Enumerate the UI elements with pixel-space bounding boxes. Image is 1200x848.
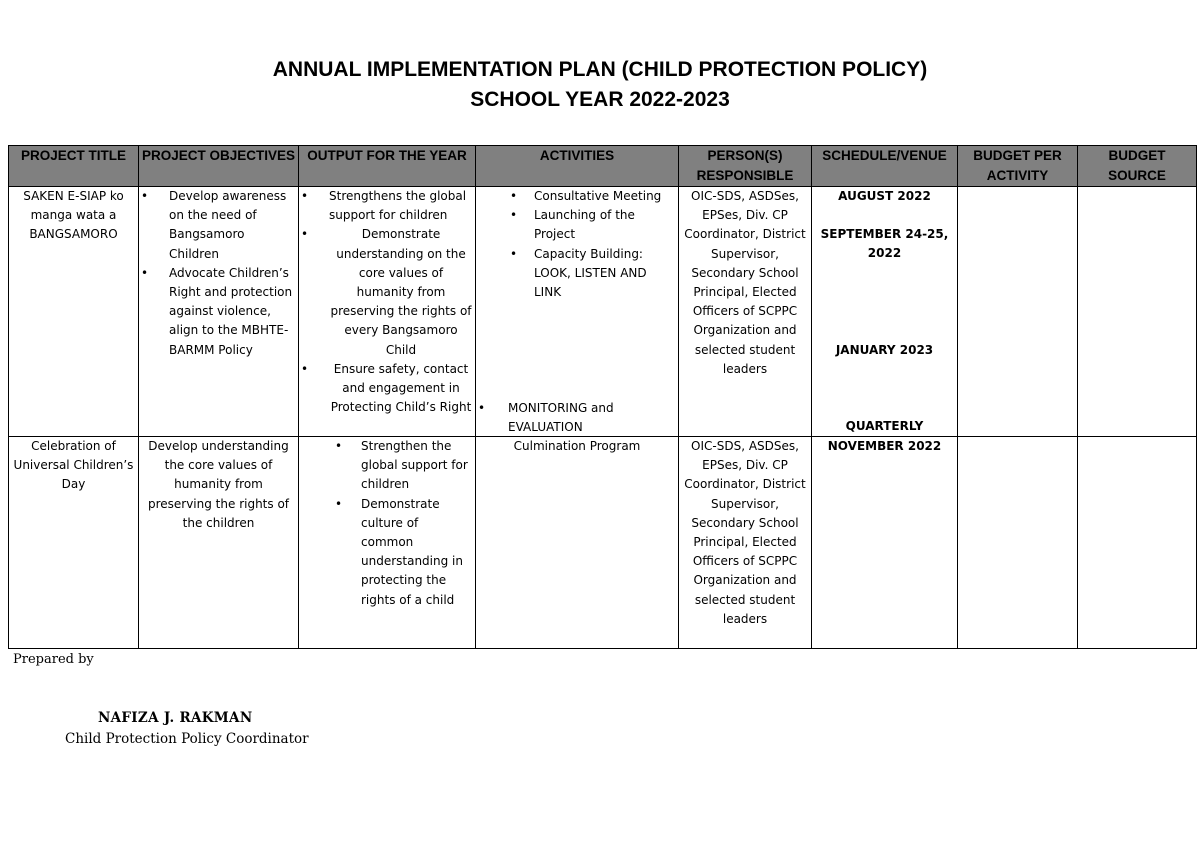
cell-objectives: Develop understanding the core values of humanity from preserving the rights of the children (139, 437, 299, 649)
cell-outputs (299, 187, 476, 437)
schedule-item: JANUARY 2023 (835, 343, 934, 357)
activity-item: • Consultative Meeting (478, 187, 676, 206)
table-header-row (9, 146, 1197, 187)
document-subtitle: SCHOOL YEAR 2022-2023 (470, 88, 730, 111)
activity-item: • Launching of the Project (478, 206, 676, 244)
output-item: • Ensure safety, contact and engagement in Protecting Child’s Right (301, 360, 473, 418)
cell-project-title: Celebration of Universal Children’s Day (9, 437, 139, 649)
header-project-objectives: PROJECT OBJECTIVES (139, 146, 299, 187)
schedule-item: QUARTERLY (845, 419, 924, 433)
prepared-by-label: Prepared by (13, 652, 94, 667)
table-row (9, 187, 1197, 437)
signatory-role: Child Protection Policy Coordinator (65, 731, 309, 747)
header-output: OUTPUT FOR THE YEAR (299, 146, 476, 187)
cell-budget-per-activity (958, 437, 1078, 649)
header-budget-per-activity: BUDGET PER ACTIVITY (958, 146, 1078, 187)
output-item: • Demonstrate understanding on the core values of humanity from preserving the rights of every Bangsamoro Child (301, 225, 473, 359)
header-activities: ACTIVITIES (476, 146, 679, 187)
objective-item: • Develop awareness on the need of Bangsamoro Children (141, 187, 296, 264)
cell-objectives (139, 187, 299, 437)
cell-budget-source (1078, 187, 1197, 437)
cell-persons-responsible: OIC-SDS, ASDSes, EPSes, Div. CP Coordinator, District Supervisor, Secondary School Principal, Elected Officers of SCPPC Organization and selected student leaders (679, 187, 812, 437)
header-persons-responsible: PERSON(S) RESPONSIBLE (679, 146, 812, 187)
activity-item: • Capacity Building: LOOK, LISTEN AND LINK (478, 245, 676, 303)
schedule-item: AUGUST 2022 (838, 189, 931, 203)
cell-budget-per-activity (958, 187, 1078, 437)
output-item: • Strengthen the global support for children (301, 437, 473, 495)
schedule-item: SEPTEMBER 24-25, 2022 (820, 227, 949, 261)
output-item: • Strengthens the global support for children (301, 187, 473, 225)
cell-project-title: SAKEN E-SIAP ko manga wata a BANGSAMORO (9, 187, 139, 437)
activity-item: • MONITORING and EVALUATION (478, 399, 668, 437)
cell-activities: Culmination Program (476, 437, 679, 649)
header-budget-source: BUDGET SOURCE (1078, 146, 1197, 187)
table-row (9, 437, 1197, 649)
output-item: • Demonstrate culture of common understanding in protecting the rights of a child (301, 495, 473, 610)
cell-schedule (812, 187, 958, 437)
cell-persons-responsible: OIC-SDS, ASDSes, EPSes, Div. CP Coordinator, District Supervisor, Secondary School Principal, Elected Officers of SCPPC Organization and selected student leaders (679, 437, 812, 649)
cell-schedule: NOVEMBER 2022 (812, 437, 958, 649)
header-schedule-venue: SCHEDULE/VENUE (812, 146, 958, 187)
implementation-plan-table (8, 145, 1197, 649)
signatory-name: NAFIZA J. RAKMAN (98, 710, 253, 726)
document-title: ANNUAL IMPLEMENTATION PLAN (CHILD PROTECTION POLICY) (272, 58, 928, 81)
cell-outputs (299, 437, 476, 649)
cell-activities (476, 187, 679, 437)
cell-budget-source (1078, 437, 1197, 649)
header-project-title: PROJECT TITLE (9, 146, 139, 187)
objective-item: • Advocate Children’s Right and protection against violence, align to the MBHTE-BARMM Policy (141, 264, 296, 360)
